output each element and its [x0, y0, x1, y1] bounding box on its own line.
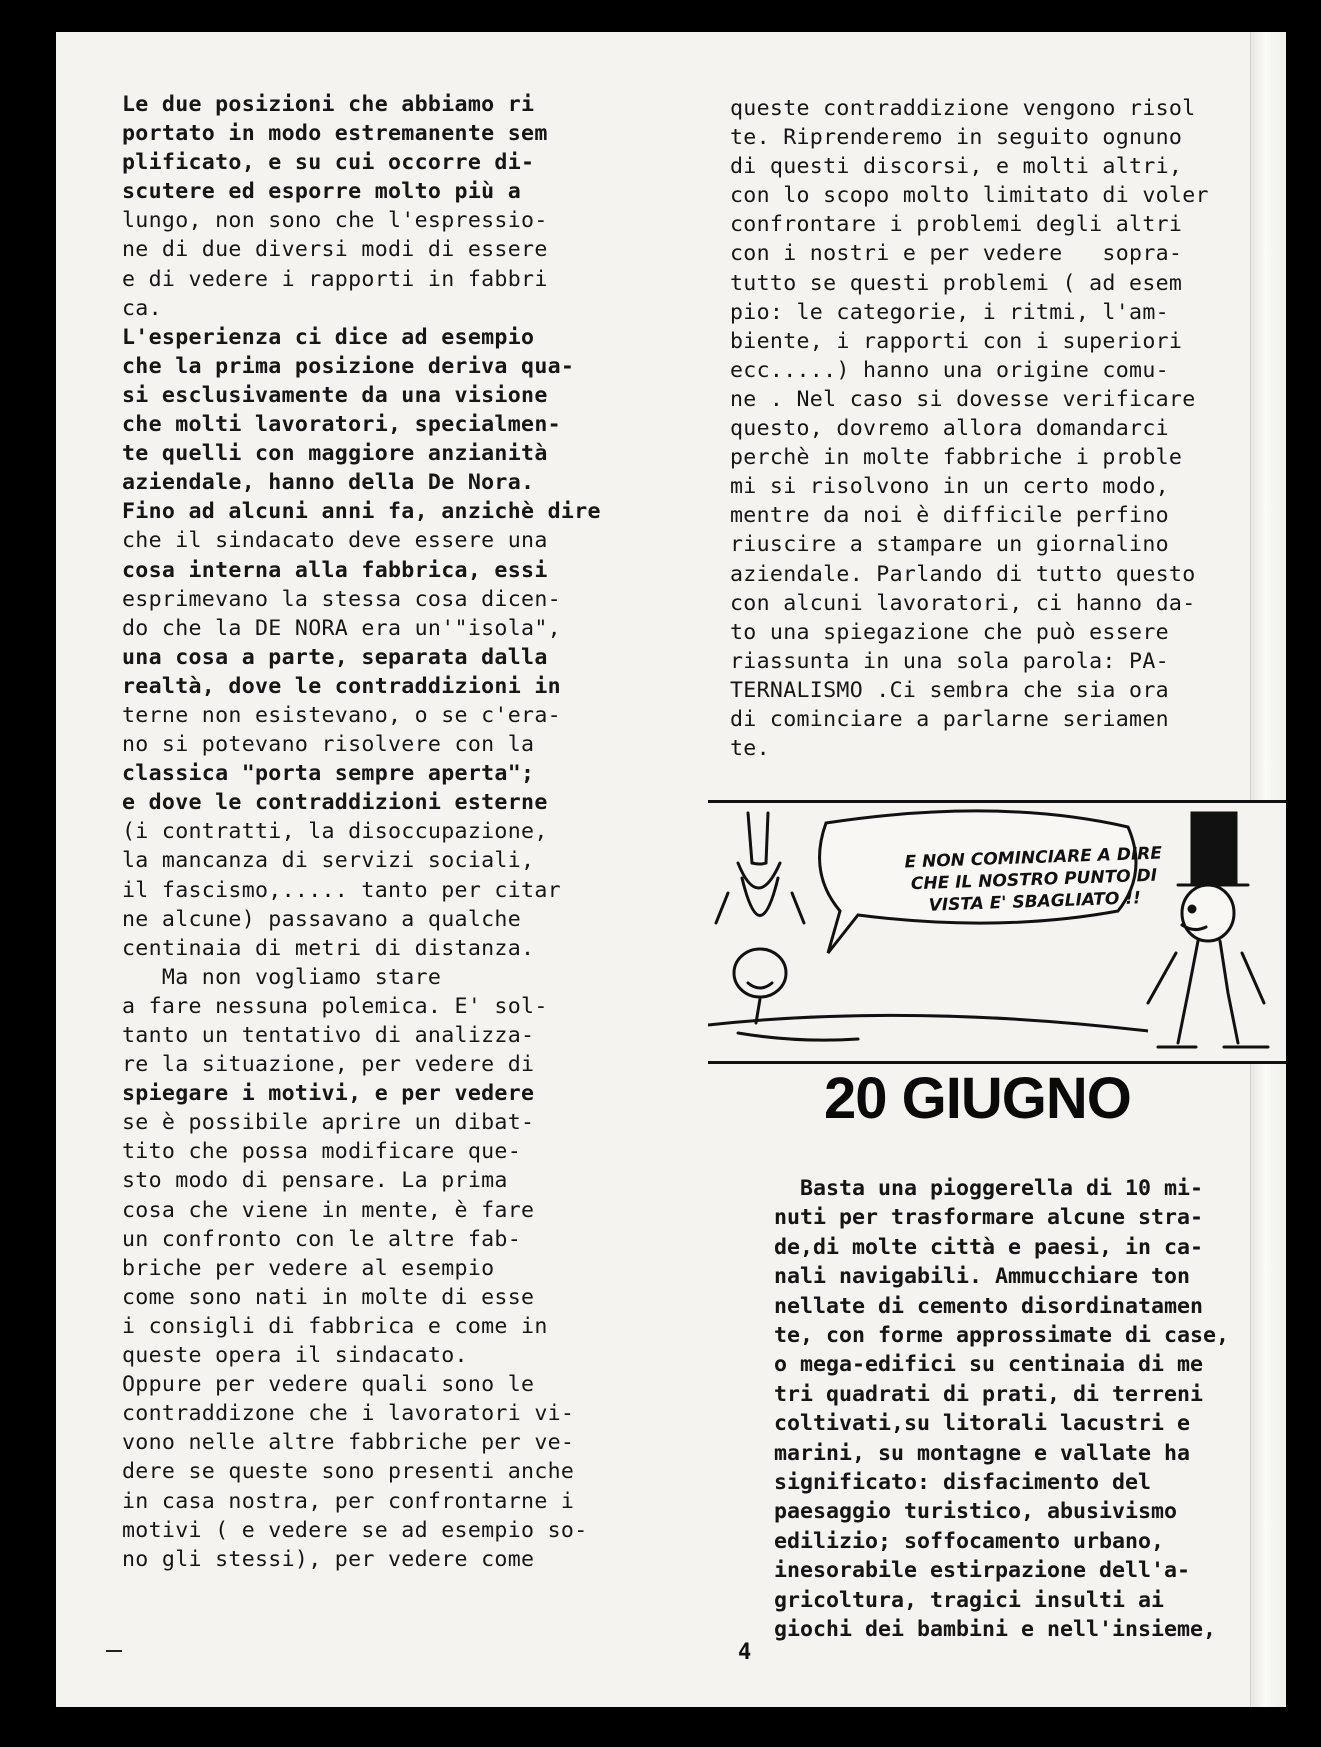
speech-line: VISTA E' SBAGLIATO !! [928, 888, 1142, 916]
text-line: come sono nati in molte di esse [122, 1284, 535, 1310]
page-number: 4 [738, 1640, 752, 1665]
text-line: riuscire a stampare un giornalino [730, 532, 1169, 558]
text-line: mentre da noi è difficile perfino [730, 503, 1169, 529]
margin-mark [106, 1650, 122, 1652]
text-line: cosa che viene in mente, è fare [122, 1197, 535, 1223]
text-line: nellate di cemento disordinatamen [774, 1293, 1204, 1319]
speech-line: CHE IL NOSTRO PUNTO DI [910, 865, 1158, 895]
text-line: realtà, dove le contraddizioni in [122, 673, 561, 699]
text-line: sto modo di pensare. La prima [122, 1168, 508, 1194]
text-line: dere se queste sono presenti anche [122, 1459, 575, 1485]
article-body [774, 1174, 1286, 1645]
text-line: contraddizone che i lavoratori vi- [122, 1401, 575, 1427]
text-line: significato: disfacimento del [774, 1470, 1152, 1496]
text-line: tito che possa modificare que- [122, 1139, 522, 1165]
text-line: ecc.....) hanno una origine comu- [730, 357, 1169, 383]
text-line: i consigli di fabbrica e come in [122, 1313, 548, 1339]
text-line: il fascismo,..... tanto per citar [122, 877, 561, 903]
text-line: nali navigabili. Ammucchiare ton [774, 1264, 1191, 1290]
text-line: to una spiegazione che può essere [730, 619, 1169, 645]
text-line: ne alcune) passavano a qualche [122, 906, 522, 932]
text-line: si esclusivamente da una visione [122, 382, 548, 408]
text-line: se è possibile aprire un dibat- [122, 1110, 535, 1136]
text-line: no si potevano risolvere con la [122, 732, 535, 758]
text-line: portato in modo estremanente sem [122, 121, 548, 147]
text-line: briche per vedere al esempio [122, 1255, 495, 1281]
text-line: ca. [122, 295, 162, 321]
cartoon-drawing [708, 803, 1286, 1061]
text-line: e di vedere i rapporti in fabbri [122, 266, 548, 292]
right-text-column [730, 94, 1286, 763]
text-line: tri quadrati di prati, di terreni [774, 1381, 1204, 1407]
article-headline: 20 GIUGNO [824, 1066, 1131, 1131]
text-line: di cominciare a parlarne seriamen [730, 706, 1169, 732]
text-line: TERNALISMO .Ci sembra che sia ora [730, 677, 1169, 703]
text-line: pio: le categorie, i ritmi, l'am- [730, 299, 1169, 325]
text-line: re la situazione, per vedere di [122, 1052, 535, 1078]
text-line: te. [730, 736, 770, 762]
text-line: con alcuni lavoratori, ci hanno da- [730, 590, 1196, 616]
text-line: questo, dovremo allora domandarci [730, 416, 1169, 442]
text-line: edilizio; soffocamento urbano, [774, 1528, 1165, 1554]
text-line: con lo scopo molto limitato di voler [730, 183, 1209, 209]
text-line: ne di due diversi modi di essere [122, 237, 548, 263]
text-line: (i contratti, la disoccupazione, [122, 819, 548, 845]
text-line: confrontare i problemi degli altri [730, 212, 1183, 238]
text-line: te. Riprenderemo in seguito ognuno [730, 125, 1183, 151]
speech-line: E NON COMINCIARE A DIRE [904, 843, 1163, 873]
text-line: do che la DE NORA era un'"isola", [122, 615, 561, 641]
text-line: con i nostri e per vedere sopra- [730, 241, 1183, 267]
text-line: spiegare i motivi, e per vedere [122, 1081, 535, 1107]
text-line: la mancanza di servizi sociali, [122, 848, 535, 874]
text-line: una cosa a parte, separata dalla [122, 644, 548, 670]
text-line: inesorabile estirpazione dell'a- [774, 1558, 1191, 1584]
text-line: esprimevano la stessa cosa dicen- [122, 586, 561, 612]
text-line: tutto se questi problemi ( ad esem [730, 270, 1183, 296]
text-line: terne non esistevano, o se c'era- [122, 702, 561, 728]
text-line: marini, su montagne e vallate ha [774, 1440, 1191, 1466]
text-line: giochi dei bambini e nell'insieme, [774, 1617, 1217, 1643]
text-line: che il sindacato deve essere una [122, 528, 548, 554]
text-line: ne . Nel caso si dovesse verificare [730, 386, 1196, 412]
text-line: che molti lavoratori, specialmen- [122, 412, 561, 438]
text-line: motivi ( e vedere se ad esempio so- [122, 1517, 588, 1543]
text-line: de,di molte città e paesi, in ca- [774, 1234, 1204, 1260]
text-line: cosa interna alla fabbrica, essi [122, 557, 548, 583]
text-line: aziendale, hanno della De Nora. [122, 470, 535, 496]
text-line: nuti per trasformare alcune stra- [774, 1205, 1204, 1231]
text-line: gricoltura, tragici insulti ai [774, 1587, 1165, 1613]
text-line: coltivati,su litorali lacustri e [774, 1411, 1191, 1437]
text-line: no gli stessi), per vedere come [122, 1546, 535, 1572]
text-line: Fino ad alcuni anni fa, anzichè dire [122, 499, 601, 525]
text-line: perchè in molte fabbriche i proble [730, 445, 1183, 471]
text-line: classica "porta sempre aperta"; [122, 761, 535, 787]
text-line: queste contraddizione vengono risol [730, 96, 1196, 121]
text-line: plificato, e su cui occorre di- [122, 150, 535, 176]
text-line: riassunta in una sola parola: PA- [730, 648, 1169, 674]
left-text-column [122, 90, 692, 1574]
text-line: Oppure per vedere quali sono le [122, 1372, 535, 1398]
document-page [56, 32, 1286, 1707]
text-line: centinaia di metri di distanza. [122, 935, 535, 961]
text-line: di questi discorsi, e molti altri, [730, 154, 1183, 180]
text-line: scutere ed esporre molto più a [122, 179, 522, 205]
speech-bubble-text [883, 842, 1185, 918]
text-line: lungo, non sono che l'espressio- [122, 208, 548, 234]
text-line: un confronto con le altre fab- [122, 1226, 522, 1252]
text-line: te quelli con maggiore anzianità [122, 441, 548, 467]
text-line: L'esperienza ci dice ad esempio [122, 324, 535, 350]
text-line: in casa nostra, per confrontarne i [122, 1488, 575, 1514]
text-line: paesaggio turistico, abusivismo [774, 1499, 1178, 1525]
text-line: biente, i rapporti con i superiori [730, 328, 1183, 354]
text-line: vono nelle altre fabbriche per ve- [122, 1430, 575, 1456]
text-line: Basta una pioggerella di 10 mi- [774, 1176, 1204, 1201]
text-line: tanto un tentativo di analizza- [122, 1023, 535, 1048]
text-line: te, con forme approssimate di case, [774, 1323, 1230, 1349]
text-line: a fare nessuna polemica. E' sol- [122, 993, 548, 1019]
text-line: Le due posizioni che abbiamo ri [122, 92, 535, 117]
text-line: o mega-edifici su centinaia di me [774, 1352, 1204, 1378]
text-line: queste opera il sindacato. [122, 1343, 468, 1369]
text-line: che la prima posizione deriva qua- [122, 353, 575, 379]
cartoon-strip [708, 800, 1286, 1064]
text-line: mi si risolvono in un certo modo, [730, 474, 1169, 500]
text-line: e dove le contraddizioni esterne [122, 790, 548, 816]
text-line: aziendale. Parlando di tutto questo [730, 561, 1196, 587]
text-line: Ma non vogliamo stare [122, 964, 442, 990]
